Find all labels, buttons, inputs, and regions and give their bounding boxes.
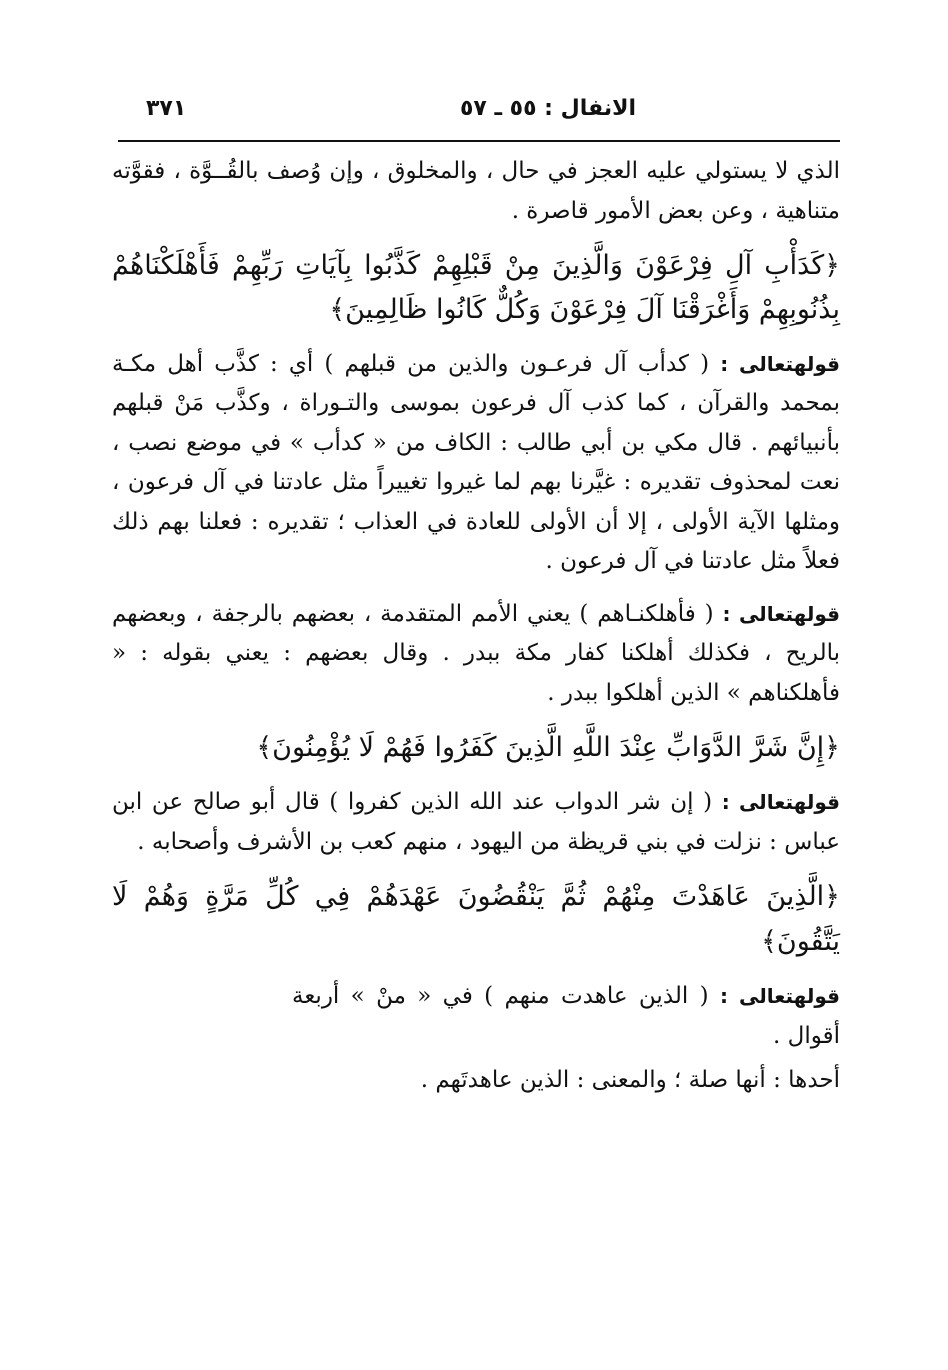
commentary-paragraph-3 bbox=[112, 783, 840, 862]
header-rule bbox=[118, 140, 840, 142]
page-body bbox=[112, 152, 840, 1113]
commentary-label: قولهتعالى : bbox=[721, 790, 841, 815]
quran-verse-2: ﴿إِنَّ شَرَّ الدَّوَابِّ عِنْدَ اللَّهِ الَّذِينَ كَفَرُوا فَهُمْ لَا يُؤْمِنُونَ﴾ bbox=[256, 732, 840, 764]
commentary-text: ( الذين عاهدت منهم ) في « منْ » أربعة أقوال . bbox=[292, 983, 840, 1049]
commentary-paragraph-4 bbox=[292, 977, 840, 1056]
paragraph-continuation: الذي لا يستولي عليه العجز في حال ، والمخلوق ، وإن وُصف بالقُــوَّة ، فقوَّته متناهية ، وعن بعض الأمور قاصرة . bbox=[112, 158, 840, 224]
commentary-label: قولهتعالى : bbox=[720, 351, 841, 376]
final-block bbox=[112, 977, 840, 1100]
commentary-label: قولهتعالى : bbox=[719, 984, 841, 1009]
commentary-paragraph-5: أحدها : أنها صلة ؛ والمعنى : الذين عاهدتَهم . bbox=[420, 1066, 840, 1093]
page-header bbox=[118, 88, 836, 128]
quran-verse-3: ﴿الَّذِينَ عَاهَدْتَ مِنْهُمْ ثُمَّ يَنْقُضُونَ عَهْدَهُمْ فِي كُلِّ مَرَّةٍ وَهُمْ لَا يَتَّقُونَ﴾ bbox=[112, 881, 840, 957]
commentary-text: ( فأهلكنـاهم ) يعني الأمم المتقدمة ، بعضهم بالرجفة ، وبعضهم بالريح ، فكذلك أهلكنا كفار مكة ببدر . وقال بعضهم : يعني بقوله : « فأهلكناهم » الذين أهلكوا ببدر . bbox=[112, 600, 840, 706]
commentary-paragraph-2 bbox=[112, 595, 840, 714]
quran-verse-1: ﴿كَدَأْبِ آلِ فِرْعَوْنَ وَالَّذِينَ مِنْ قَبْلِهِمْ كَذَّبُوا بِآيَاتِ رَبِّهِمْ فَأَهْلَكْنَاهُمْ بِذُنُوبِهِمْ وَأَغْرَقْنَا آلَ فِرْعَوْنَ وَكُلٌّ كَانُوا ظَالِمِينَ﴾ bbox=[112, 250, 840, 325]
running-title: الانفال : ٥٥ ـ ٥٧ bbox=[459, 96, 636, 121]
commentary-paragraph-1 bbox=[112, 345, 840, 582]
commentary-text: ( كدأب آل فرعـون والذين من قبلهم ) أي : كذَّب أهل مكـة بمحمد والقرآن ، كما كذب آل فرعون بموسى والتـوراة ، وكذَّب مَنْ قبلهم بأنبيائهم . قال مكي بن أبي طالب : الكاف من « كدأب » في موضع نصب ، نعت لمحذوف تقديره : غيَّرنا بهم لما غيروا تغييراً مثل عادتنا في آل فرعون ، ومثلها الآية الأولى ، إلا أن الأولى للعادة في العذاب ؛ تقديره : فعلنا بهم ذلك فعلاً مثل عادتنا في آل فرعون . bbox=[112, 350, 840, 575]
commentary-label: قولهتعالى : bbox=[722, 601, 840, 626]
page-number: ٣٧١ bbox=[146, 96, 187, 121]
commentary-text: ( إن شر الدواب عند الله الذين كفروا ) قال أبو صالح عن ابن عباس : نزلت في بني قريظة من اليهود ، منهم كعب بن الأشرف وأصحابه . bbox=[112, 789, 840, 855]
